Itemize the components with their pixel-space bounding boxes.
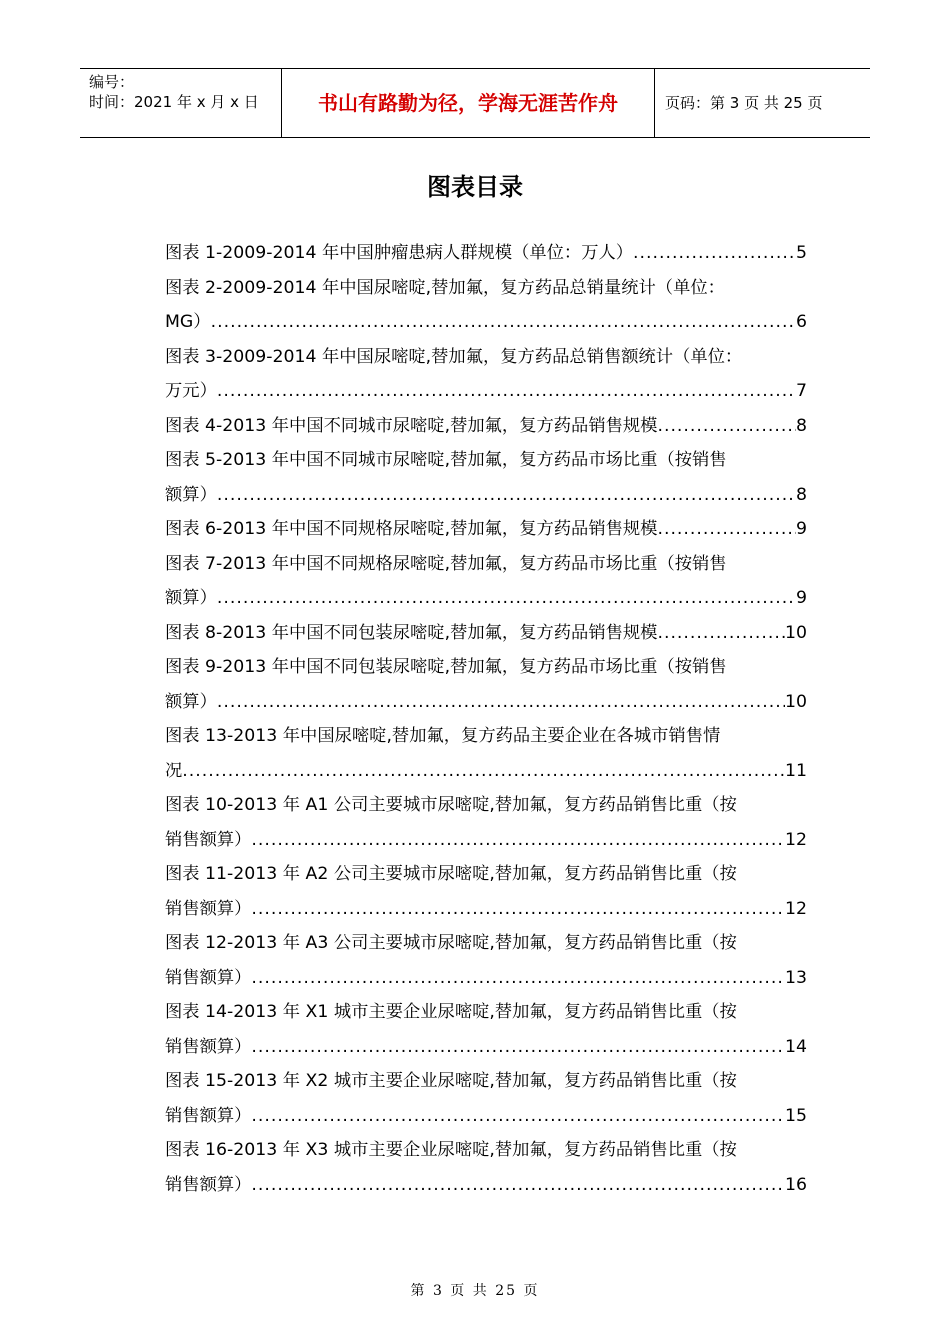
toc-entry[interactable] xyxy=(165,616,807,651)
toc-entry[interactable] xyxy=(165,857,807,926)
page-header xyxy=(80,68,870,138)
toc-page-number: 6 xyxy=(796,312,807,332)
toc-dot-leader xyxy=(217,685,785,720)
toc-dot-leader xyxy=(657,512,796,547)
toc-entry-title: 销售额算） xyxy=(165,1174,252,1195)
toc-dot-leader xyxy=(217,581,796,616)
toc-dot-leader xyxy=(217,478,796,513)
toc-page-number: 11 xyxy=(785,760,807,781)
toc-entry-title: 图表 5-2013 年中国不同城市尿嘧啶,替加氟，复方药品市场比重（按销售 xyxy=(165,450,727,470)
toc-page-number: 12 xyxy=(785,898,807,919)
toc-dot-leader xyxy=(633,236,796,271)
toc-entry-title: 销售额算） xyxy=(165,829,252,850)
toc-entry-title: 图表 1-2009-2014 年中国肿瘤患病人群规模（单位：万人） xyxy=(165,243,634,263)
toc-entry[interactable] xyxy=(165,1133,807,1202)
toc-entry[interactable] xyxy=(165,340,807,409)
toc-entry-title: 图表 3-2009-2014 年中国尿嘧啶,替加氟，复方药品总销售额统计（单位： xyxy=(165,346,743,367)
header-page-info: 页码：第 3 页 共 25 页 xyxy=(665,94,823,112)
toc-page-number: 16 xyxy=(785,1174,807,1195)
toc-page-number: 5 xyxy=(796,243,807,263)
header-meta xyxy=(80,69,281,137)
toc-entry[interactable] xyxy=(165,1064,807,1133)
toc-entry-title: 图表 10-2013 年 A1 公司主要城市尿嘧啶,替加氟，复方药品销售比重（按 xyxy=(165,795,737,815)
toc-page-number: 10 xyxy=(785,622,807,643)
toc-page-number: 7 xyxy=(796,381,807,401)
header-motto: 书山有路勤为径，学海无涯苦作舟 xyxy=(281,69,655,137)
toc-dot-leader xyxy=(657,616,785,651)
toc-dot-leader xyxy=(251,961,785,996)
toc-page-number: 10 xyxy=(785,691,807,712)
toc-entry[interactable] xyxy=(165,650,807,719)
toc-page-number: 15 xyxy=(785,1105,807,1126)
toc-page-number: 13 xyxy=(785,967,807,988)
toc-dot-leader xyxy=(251,823,785,858)
toc-entry[interactable] xyxy=(165,719,807,788)
toc-dot-leader xyxy=(251,1168,785,1203)
toc-entry-title: 况 xyxy=(165,760,183,781)
toc-entry-title: 图表 11-2013 年 A2 公司主要城市尿嘧啶,替加氟，复方药品销售比重（按 xyxy=(165,864,737,884)
page-footer: 第 3 页 共 25 页 xyxy=(410,1283,540,1299)
toc-entry[interactable] xyxy=(165,788,807,857)
toc-entry-title: 额算） xyxy=(165,484,217,505)
toc-entry[interactable] xyxy=(165,409,807,444)
toc-entry-title: 销售额算） xyxy=(165,1036,252,1057)
toc-entry-title: 图表 16-2013 年 X3 城市主要企业尿嘧啶,替加氟，复方药品销售比重（按 xyxy=(165,1140,737,1160)
toc-dot-leader xyxy=(211,305,796,340)
toc-dot-leader xyxy=(251,892,785,927)
toc-entry[interactable] xyxy=(165,236,807,271)
toc-entry[interactable] xyxy=(165,547,807,616)
document-date: 时间：2021 年 x 月 x 日 xyxy=(89,93,259,111)
toc-entry-title: 图表 15-2013 年 X2 城市主要企业尿嘧啶,替加氟，复方药品销售比重（按 xyxy=(165,1071,737,1091)
toc-entry-title: 图表 8-2013 年中国不同包装尿嘧啶,替加氟，复方药品销售规模 xyxy=(165,622,658,643)
toc-entry-title: 图表 9-2013 年中国不同包装尿嘧啶,替加氟，复方药品市场比重（按销售 xyxy=(165,657,727,677)
toc-dot-leader xyxy=(251,1030,785,1065)
toc-entry-title: 图表 2-2009-2014 年中国尿嘧啶,替加氟，复方药品总销量统计（单位： xyxy=(165,277,725,298)
toc-entry-title: 销售额算） xyxy=(165,898,252,919)
toc-dot-leader xyxy=(182,754,785,789)
toc-page-number: 9 xyxy=(796,519,807,539)
toc-page-number: 8 xyxy=(796,484,807,505)
toc-entry-title: 图表 12-2013 年 A3 公司主要城市尿嘧啶,替加氟，复方药品销售比重（按 xyxy=(165,933,737,953)
toc-page-number: 8 xyxy=(796,415,807,436)
toc-dot-leader xyxy=(217,374,796,409)
toc-entry[interactable] xyxy=(165,995,807,1064)
toc-page-number: 14 xyxy=(785,1036,807,1057)
toc-entry-title: 图表 7-2013 年中国不同规格尿嘧啶,替加氟，复方药品市场比重（按销售 xyxy=(165,553,727,574)
figure-table-of-contents xyxy=(165,236,807,1202)
toc-entry-title: 销售额算） xyxy=(165,1105,252,1126)
toc-entry-title: MG） xyxy=(165,312,211,332)
toc-entry-title: 额算） xyxy=(165,588,217,608)
toc-entry-title: 图表 4-2013 年中国不同城市尿嘧啶,替加氟，复方药品销售规模 xyxy=(165,415,658,436)
toc-entry-title: 销售额算） xyxy=(165,967,252,988)
toc-entry[interactable] xyxy=(165,512,807,547)
toc-entry-title: 额算） xyxy=(165,691,217,712)
toc-entry-title: 图表 13-2013 年中国尿嘧啶,替加氟，复方药品主要企业在各城市销售情 xyxy=(165,726,721,746)
toc-entry[interactable] xyxy=(165,271,807,340)
toc-entry-title: 万元） xyxy=(165,381,217,401)
toc-entry[interactable] xyxy=(165,926,807,995)
toc-entry[interactable] xyxy=(165,443,807,512)
page-title: 图表目录 xyxy=(427,173,523,201)
toc-page-number: 9 xyxy=(796,588,807,608)
toc-dot-leader xyxy=(251,1099,785,1134)
document-number-label: 编号： xyxy=(89,73,135,91)
toc-page-number: 12 xyxy=(785,829,807,850)
toc-entry-title: 图表 14-2013 年 X1 城市主要企业尿嘧啶,替加氟，复方药品销售比重（按 xyxy=(165,1002,737,1022)
toc-entry-title: 图表 6-2013 年中国不同规格尿嘧啶,替加氟，复方药品销售规模 xyxy=(165,519,658,539)
toc-dot-leader xyxy=(657,409,796,444)
